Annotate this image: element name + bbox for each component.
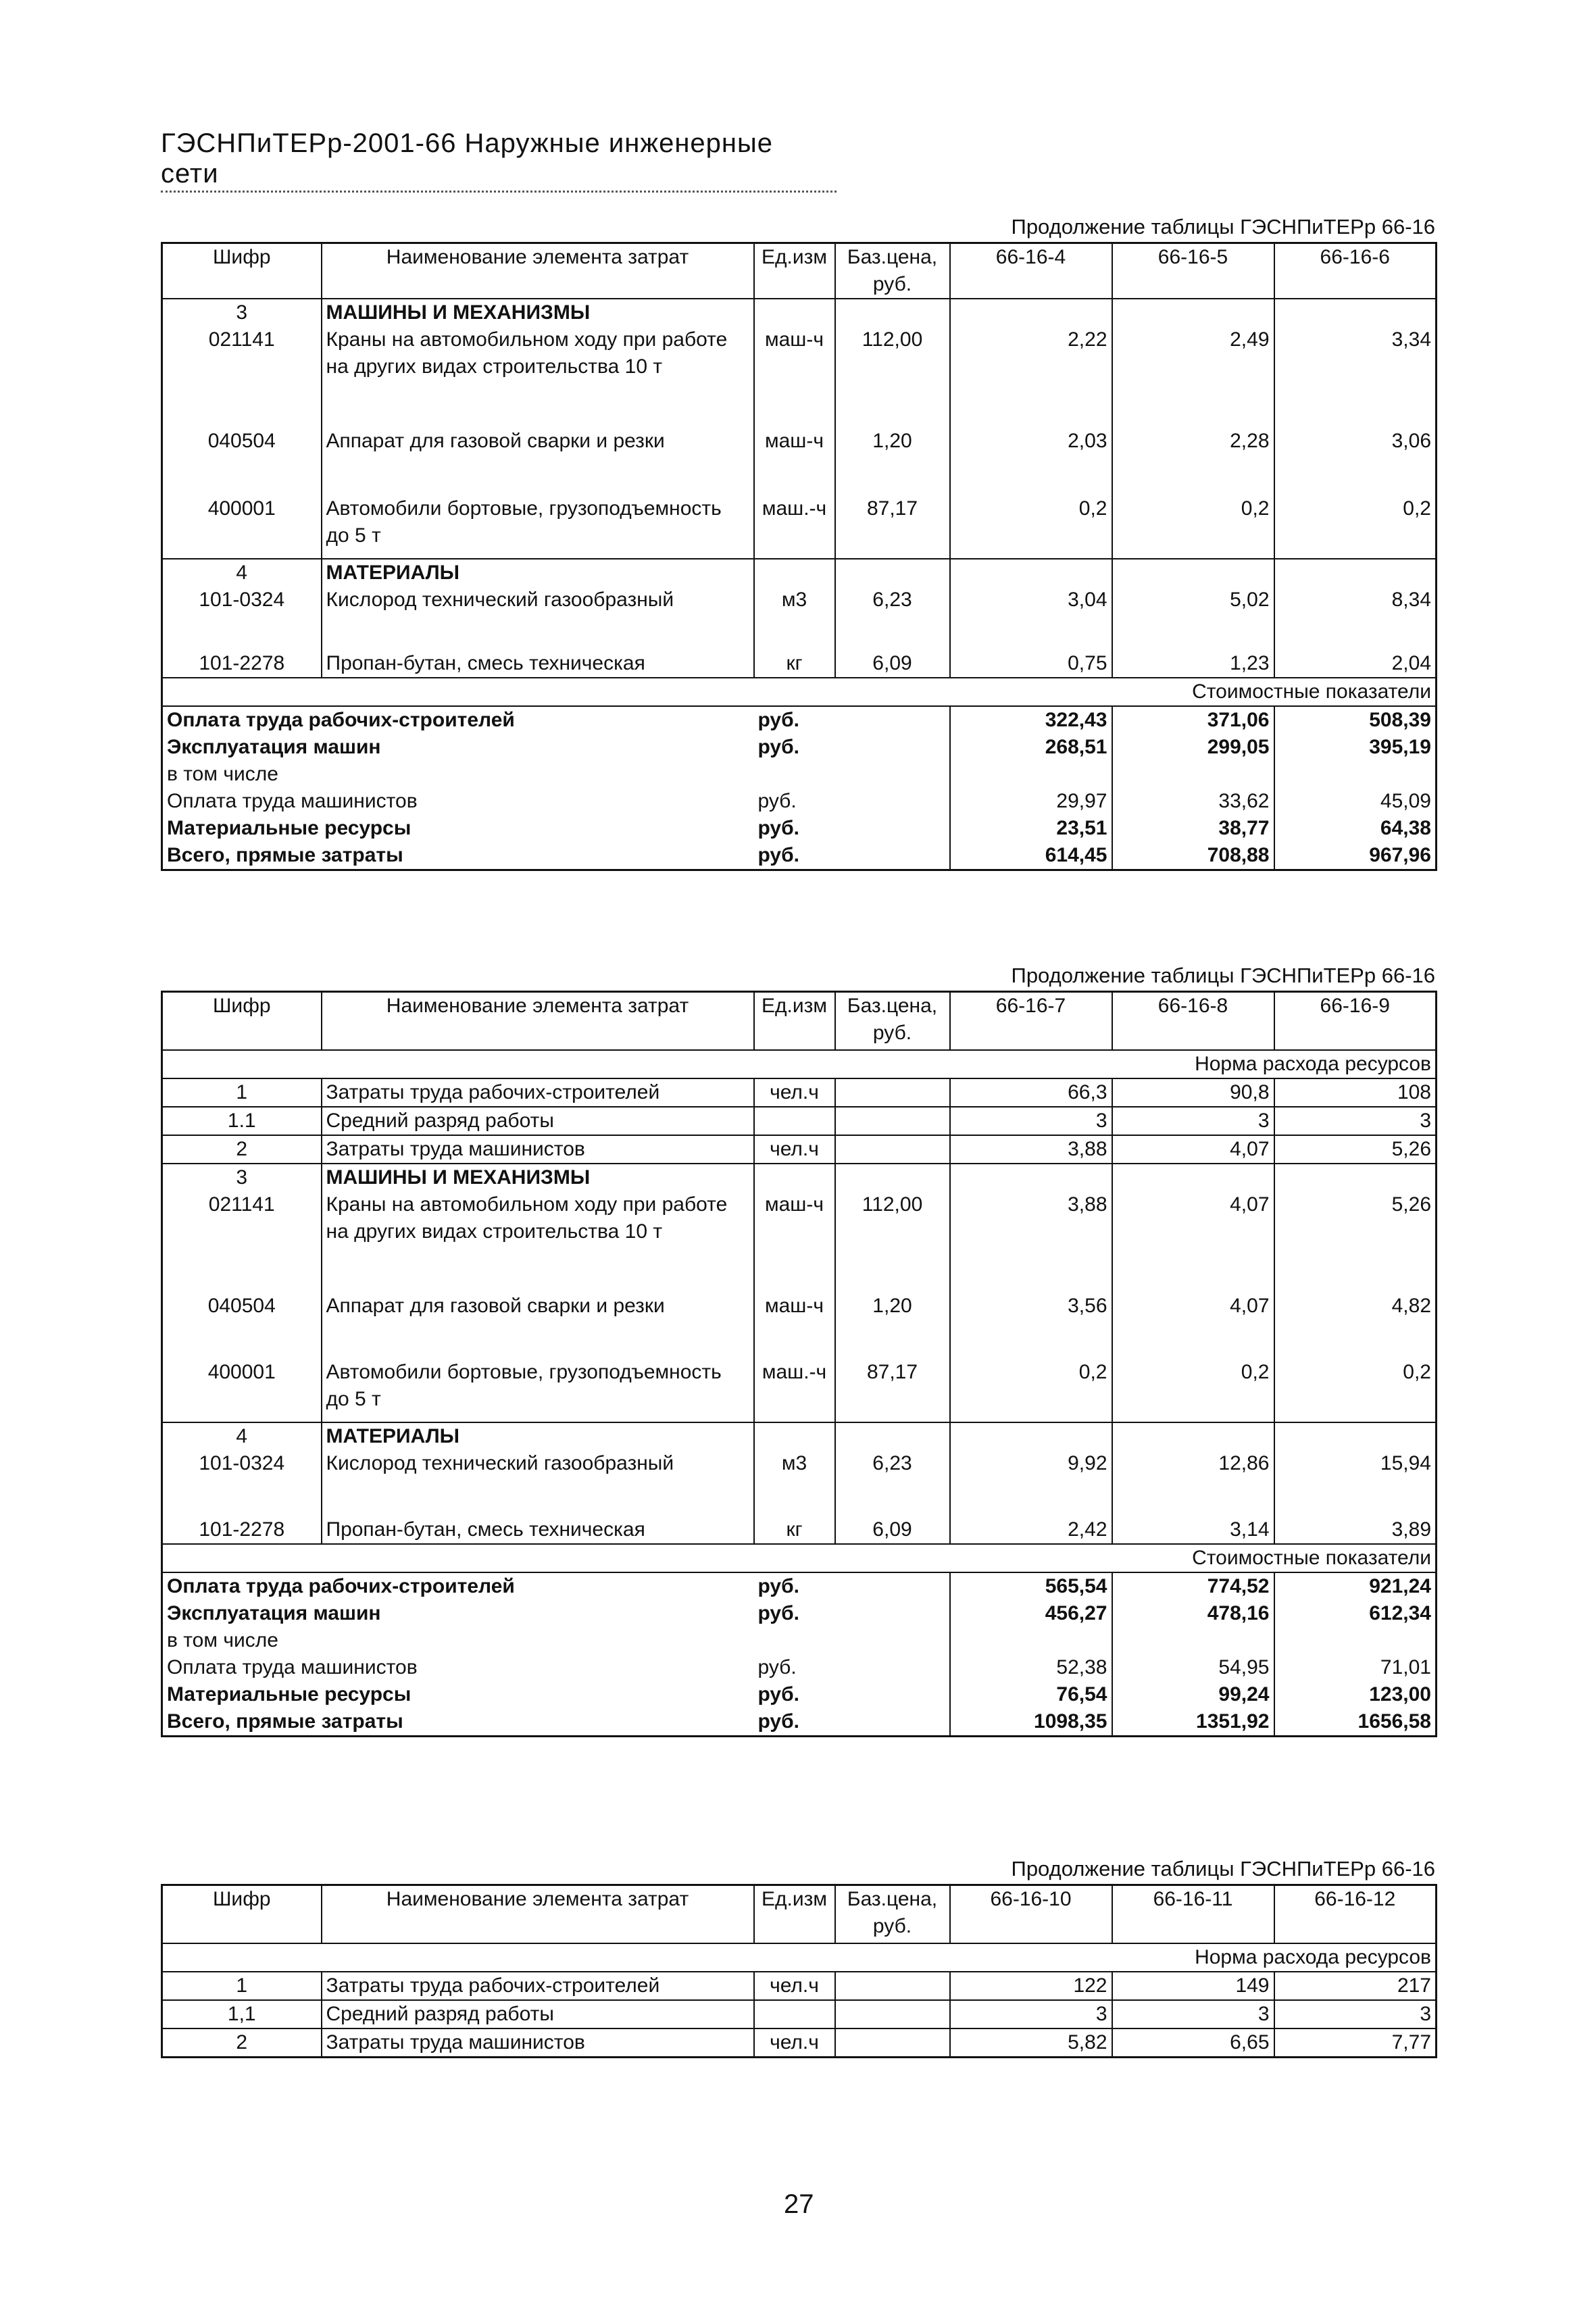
row-value: 99,24: [1112, 1681, 1274, 1708]
row-name: МАТЕРИАЛЫ: [322, 559, 754, 587]
table-row: [162, 428, 1437, 495]
row-value: 4,07: [1112, 1135, 1274, 1164]
row-value: 38,77: [1112, 815, 1274, 842]
norm-label: Норма расхода ресурсов: [162, 1050, 1437, 1078]
row-value: 395,19: [1274, 734, 1437, 761]
row-price: 87,17: [835, 1359, 950, 1422]
row-name: Средний разряд работы: [322, 1107, 754, 1135]
row-value: 2,49: [1112, 326, 1274, 428]
row-value: 0,2: [950, 1359, 1112, 1422]
row-unit: чел.ч: [754, 1972, 835, 2000]
row-value: 508,39: [1274, 706, 1437, 734]
row-code: 021141: [208, 328, 275, 351]
row-value: 0,2: [1274, 1359, 1437, 1422]
col-norm-header: 66-16-7: [950, 992, 1112, 1050]
summary-unit: руб.: [757, 1710, 799, 1733]
table-caption: Продолжение таблицы ГЭСНПиТЕРр 66-16: [1011, 215, 1435, 239]
row-unit: м3: [754, 1450, 835, 1516]
summary-row: [162, 1708, 1437, 1737]
row-value: 708,88: [1112, 842, 1274, 870]
row-name: МАШИНЫ И МЕХАНИЗМЫ: [322, 1164, 754, 1191]
col-price-header: Баз.цена, руб.: [835, 1885, 950, 1943]
summary-row: [162, 1681, 1437, 1708]
col-norm-header: 66-16-4: [950, 243, 1112, 299]
row-value: 3: [950, 2000, 1112, 2028]
row-unit: маш.-ч: [754, 1359, 835, 1422]
row-value: 9,92: [950, 1450, 1112, 1516]
summary-label: Материальные ресурсы: [167, 817, 412, 839]
table-row: [162, 1359, 1437, 1422]
row-code: 1,1: [162, 2000, 322, 2028]
col-code-header: Шифр: [162, 1885, 322, 1943]
summary-label: Оплата труда рабочих-строителей: [167, 709, 515, 731]
summary-unit: руб.: [757, 844, 799, 866]
row-name: Аппарат для газовой сварки и резки: [322, 428, 754, 495]
summary-row: [162, 1654, 1437, 1681]
row-value: 3,04: [950, 587, 1112, 650]
table-row: [162, 650, 1437, 678]
row-value: 7,77: [1274, 2028, 1437, 2058]
row-value: 0,75: [950, 650, 1112, 678]
row-unit: маш-ч: [754, 1293, 835, 1359]
summary-unit: руб.: [757, 1601, 799, 1624]
table-row: [162, 2028, 1437, 2058]
summary-row: [162, 1600, 1437, 1627]
row-unit: кг: [754, 650, 835, 678]
row-value: 3,34: [1274, 326, 1437, 428]
row-value: 217: [1274, 1972, 1437, 2000]
summary-unit: руб.: [757, 1574, 799, 1597]
table-row: [162, 1107, 1437, 1135]
summary-label: Оплата труда рабочих-строителей: [167, 1574, 515, 1597]
row-value: 122: [950, 1972, 1112, 2000]
col-unit-header: Ед.изм: [754, 992, 835, 1050]
table-row: [162, 299, 1437, 326]
summary-unit: руб.: [757, 817, 799, 839]
row-value: 90,8: [1112, 1078, 1274, 1107]
row-unit: чел.ч: [754, 1135, 835, 1164]
table-row: [162, 1450, 1437, 1516]
row-value: 4,07: [1112, 1293, 1274, 1359]
norm-table-3: [161, 1884, 1437, 2058]
row-value: 614,45: [950, 842, 1112, 870]
row-value: 478,16: [1112, 1600, 1274, 1627]
row-value: 3: [1112, 2000, 1274, 2028]
row-name: Автомобили бортовые, грузоподъемность до 5 т: [322, 495, 754, 559]
row-price: 6,09: [835, 1516, 950, 1544]
row-value: 921,24: [1274, 1572, 1437, 1600]
summary-row: [162, 815, 1437, 842]
row-name: Затраты труда рабочих-строителей: [322, 1078, 754, 1107]
row-price: 1,20: [835, 428, 950, 495]
row-value: 66,3: [950, 1078, 1112, 1107]
row-value: 76,54: [950, 1681, 1112, 1708]
table-header-row: [162, 243, 1437, 299]
row-value: 2,04: [1274, 650, 1437, 678]
row-value: 774,52: [1112, 1572, 1274, 1600]
row-code: 1.1: [162, 1107, 322, 1135]
row-code: 2: [162, 2028, 322, 2058]
row-name: Затраты труда рабочих-строителей: [322, 1972, 754, 2000]
row-value: 3: [1274, 1107, 1437, 1135]
row-value: 3,89: [1274, 1516, 1437, 1544]
row-code: 021141: [208, 1193, 275, 1216]
table-row: [162, 1516, 1437, 1544]
row-value: 6,65: [1112, 2028, 1274, 2058]
row-value: 8,34: [1274, 587, 1437, 650]
row-name: Пропан-бутан, смесь техническая: [322, 1516, 754, 1544]
row-value: 3,56: [950, 1293, 1112, 1359]
row-value: 2,22: [950, 326, 1112, 428]
row-name: Средний разряд работы: [322, 2000, 754, 2028]
table-caption: Продолжение таблицы ГЭСНПиТЕРр 66-16: [1011, 1857, 1435, 1881]
row-code: 1: [236, 1080, 248, 1103]
running-header: ГЭСНПиТЕРр-2001-66 Наружные инженерные сети: [161, 128, 837, 193]
col-name-header: Наименование элемента затрат: [322, 243, 754, 299]
section-subheader: [162, 1943, 1437, 1972]
summary-row: [162, 788, 1437, 815]
table-row: [162, 1191, 1437, 1293]
row-value: 54,95: [1112, 1654, 1274, 1681]
table-row: [162, 587, 1437, 650]
row-name: МАТЕРИАЛЫ: [322, 1422, 754, 1450]
row-price: 6,23: [835, 587, 950, 650]
row-value: 15,94: [1274, 1450, 1437, 1516]
table-row: [162, 495, 1437, 559]
row-name: Краны на автомобильном ходу при работе на других видах строительства 10 т: [322, 1191, 754, 1293]
row-value: 149: [1112, 1972, 1274, 2000]
col-name-header: Наименование элемента затрат: [322, 1885, 754, 1943]
row-value: 3: [1274, 2000, 1437, 2028]
row-value: 268,51: [950, 734, 1112, 761]
row-value: 2,28: [1112, 428, 1274, 495]
summary-unit: руб.: [757, 1656, 797, 1678]
table-row: [162, 2000, 1437, 2028]
summary-row: [162, 1627, 1437, 1654]
row-value: 23,51: [950, 815, 1112, 842]
summary-unit: руб.: [757, 709, 799, 731]
col-norm-header: 66-16-12: [1274, 1885, 1437, 1943]
col-code-header: Шифр: [162, 243, 322, 299]
section-subheader: [162, 1050, 1437, 1078]
summary-label: Оплата труда машинистов: [167, 1656, 418, 1678]
row-value: 5,82: [950, 2028, 1112, 2058]
row-price: 112,00: [835, 1191, 950, 1293]
row-price: 6,23: [835, 1450, 950, 1516]
table-row: [162, 326, 1437, 428]
row-value: 1351,92: [1112, 1708, 1274, 1737]
table-row: [162, 1164, 1437, 1191]
row-unit: маш-ч: [754, 1191, 835, 1293]
row-value: 1656,58: [1274, 1708, 1437, 1737]
summary-label: Оплата труда машинистов: [167, 790, 418, 812]
row-code: 4: [162, 1422, 322, 1450]
row-value: 3,14: [1112, 1516, 1274, 1544]
row-unit: чел.ч: [754, 1078, 835, 1107]
summary-label: Материальные ресурсы: [167, 1683, 412, 1706]
col-norm-header: 66-16-8: [1112, 992, 1274, 1050]
summary-row: [162, 734, 1437, 761]
summary-label: в том числе: [167, 1628, 278, 1651]
row-value: 299,05: [1112, 734, 1274, 761]
col-norm-header: 66-16-5: [1112, 243, 1274, 299]
row-value: 612,34: [1274, 1600, 1437, 1627]
row-value: 322,43: [950, 706, 1112, 734]
row-code: 101-2278: [199, 652, 285, 674]
row-name: Кислород технический газообразный: [322, 587, 754, 650]
row-value: 371,06: [1112, 706, 1274, 734]
row-value: 45,09: [1274, 788, 1437, 815]
norm-table-2: [161, 991, 1437, 1737]
row-value: 0,2: [950, 495, 1112, 559]
row-value: 71,01: [1274, 1654, 1437, 1681]
row-value: 456,27: [950, 1600, 1112, 1627]
row-name: МАШИНЫ И МЕХАНИЗМЫ: [322, 299, 754, 326]
col-name-header: Наименование элемента затрат: [322, 992, 754, 1050]
norm-label: Норма расхода ресурсов: [162, 1943, 1437, 1972]
section-subheader: [162, 1544, 1437, 1572]
table-header-row: [162, 992, 1437, 1050]
row-value: 0,2: [1112, 1359, 1274, 1422]
row-value: 2,42: [950, 1516, 1112, 1544]
row-value: 123,00: [1274, 1681, 1437, 1708]
row-value: 12,86: [1112, 1450, 1274, 1516]
table-row: [162, 1972, 1437, 2000]
row-name: Кислород технический газообразный: [322, 1450, 754, 1516]
table-caption: Продолжение таблицы ГЭСНПиТЕРр 66-16: [1011, 964, 1435, 987]
row-code: 040504: [207, 1294, 276, 1317]
row-value: 0,2: [1274, 495, 1437, 559]
summary-label: Всего, прямые затраты: [167, 1710, 403, 1733]
row-value: 5,02: [1112, 587, 1274, 650]
row-value: 5,26: [1274, 1191, 1437, 1293]
summary-unit: руб.: [757, 1683, 799, 1706]
row-price: 6,09: [835, 650, 950, 678]
col-norm-header: 66-16-11: [1112, 1885, 1274, 1943]
col-unit-header: Ед.изм: [754, 1885, 835, 1943]
row-value: 3,06: [1274, 428, 1437, 495]
row-code: 400001: [207, 497, 276, 520]
row-value: 52,38: [950, 1654, 1112, 1681]
row-value: 967,96: [1274, 842, 1437, 870]
row-value: 3,88: [950, 1135, 1112, 1164]
row-value: 3: [1112, 1107, 1274, 1135]
col-norm-header: 66-16-10: [950, 1885, 1112, 1943]
row-value: 64,38: [1274, 815, 1437, 842]
row-price: 1,20: [835, 1293, 950, 1359]
col-price-header: Баз.цена, руб.: [835, 992, 950, 1050]
row-value: 565,54: [950, 1572, 1112, 1600]
row-value: 1098,35: [950, 1708, 1112, 1737]
row-code: 101-2278: [199, 1518, 285, 1541]
section-subheader: [162, 678, 1437, 706]
row-code: 040504: [207, 430, 276, 452]
row-name: Автомобили бортовые, грузоподъемность до 5 т: [322, 1359, 754, 1422]
table-row: [162, 1078, 1437, 1107]
summary-row: [162, 1572, 1437, 1600]
table-row: [162, 1135, 1437, 1164]
row-unit: кг: [754, 1516, 835, 1544]
row-code: 2: [162, 1135, 322, 1164]
col-code-header: Шифр: [162, 992, 322, 1050]
row-code: 3: [162, 1164, 322, 1191]
summary-unit: руб.: [757, 736, 799, 758]
col-unit-header: Ед.изм: [754, 243, 835, 299]
row-name: Затраты труда машинистов: [322, 2028, 754, 2058]
page-number: 27: [784, 2189, 814, 2219]
row-value: 33,62: [1112, 788, 1274, 815]
summary-unit: руб.: [757, 790, 797, 812]
row-value: 108: [1274, 1078, 1437, 1107]
row-value: 3: [950, 1107, 1112, 1135]
col-norm-header: 66-16-6: [1274, 243, 1437, 299]
summary-label: Эксплуатация машин: [167, 1601, 381, 1624]
row-unit: маш-ч: [754, 428, 835, 495]
row-code: 4: [162, 559, 322, 587]
col-norm-header: 66-16-9: [1274, 992, 1437, 1050]
row-price: 87,17: [835, 495, 950, 559]
row-value: 2,03: [950, 428, 1112, 495]
table-row: [162, 1293, 1437, 1359]
row-value: 29,97: [950, 788, 1112, 815]
row-code: 101-0324: [199, 589, 285, 611]
row-unit: маш.-ч: [754, 495, 835, 559]
summary-row: [162, 706, 1437, 734]
cost-indicators-label: Стоимостные показатели: [162, 1544, 1437, 1572]
row-code: 101-0324: [199, 1451, 285, 1474]
norm-table-1: [161, 242, 1437, 871]
row-code: 3: [236, 301, 248, 324]
summary-label: Эксплуатация машин: [167, 736, 381, 758]
table-row: [162, 1422, 1437, 1450]
row-unit: маш-ч: [754, 326, 835, 428]
row-value: 5,26: [1274, 1135, 1437, 1164]
summary-label: в том числе: [167, 763, 278, 785]
row-name: Аппарат для газовой сварки и резки: [322, 1293, 754, 1359]
col-price-header: Баз.цена, руб.: [835, 243, 950, 299]
row-value: 3,88: [950, 1191, 1112, 1293]
row-name: Краны на автомобильном ходу при работе на других видах строительства 10 т: [322, 326, 754, 428]
table-header-row: [162, 1885, 1437, 1943]
row-value: 4,82: [1274, 1293, 1437, 1359]
row-value: 0,2: [1112, 495, 1274, 559]
row-name: Пропан-бутан, смесь техническая: [322, 650, 754, 678]
row-unit: м3: [754, 587, 835, 650]
row-value: 1,23: [1112, 650, 1274, 678]
summary-label: Всего, прямые затраты: [167, 844, 403, 866]
cost-indicators-label: Стоимостные показатели: [162, 678, 1437, 706]
row-unit: чел.ч: [754, 2028, 835, 2058]
row-code: 1: [236, 1974, 248, 1997]
summary-row: [162, 842, 1437, 870]
table-row: [162, 559, 1437, 587]
row-value: 4,07: [1112, 1191, 1274, 1293]
row-name: Затраты труда машинистов: [322, 1135, 754, 1164]
summary-row: [162, 761, 1437, 788]
row-price: 112,00: [835, 326, 950, 428]
row-code: 400001: [207, 1360, 276, 1383]
